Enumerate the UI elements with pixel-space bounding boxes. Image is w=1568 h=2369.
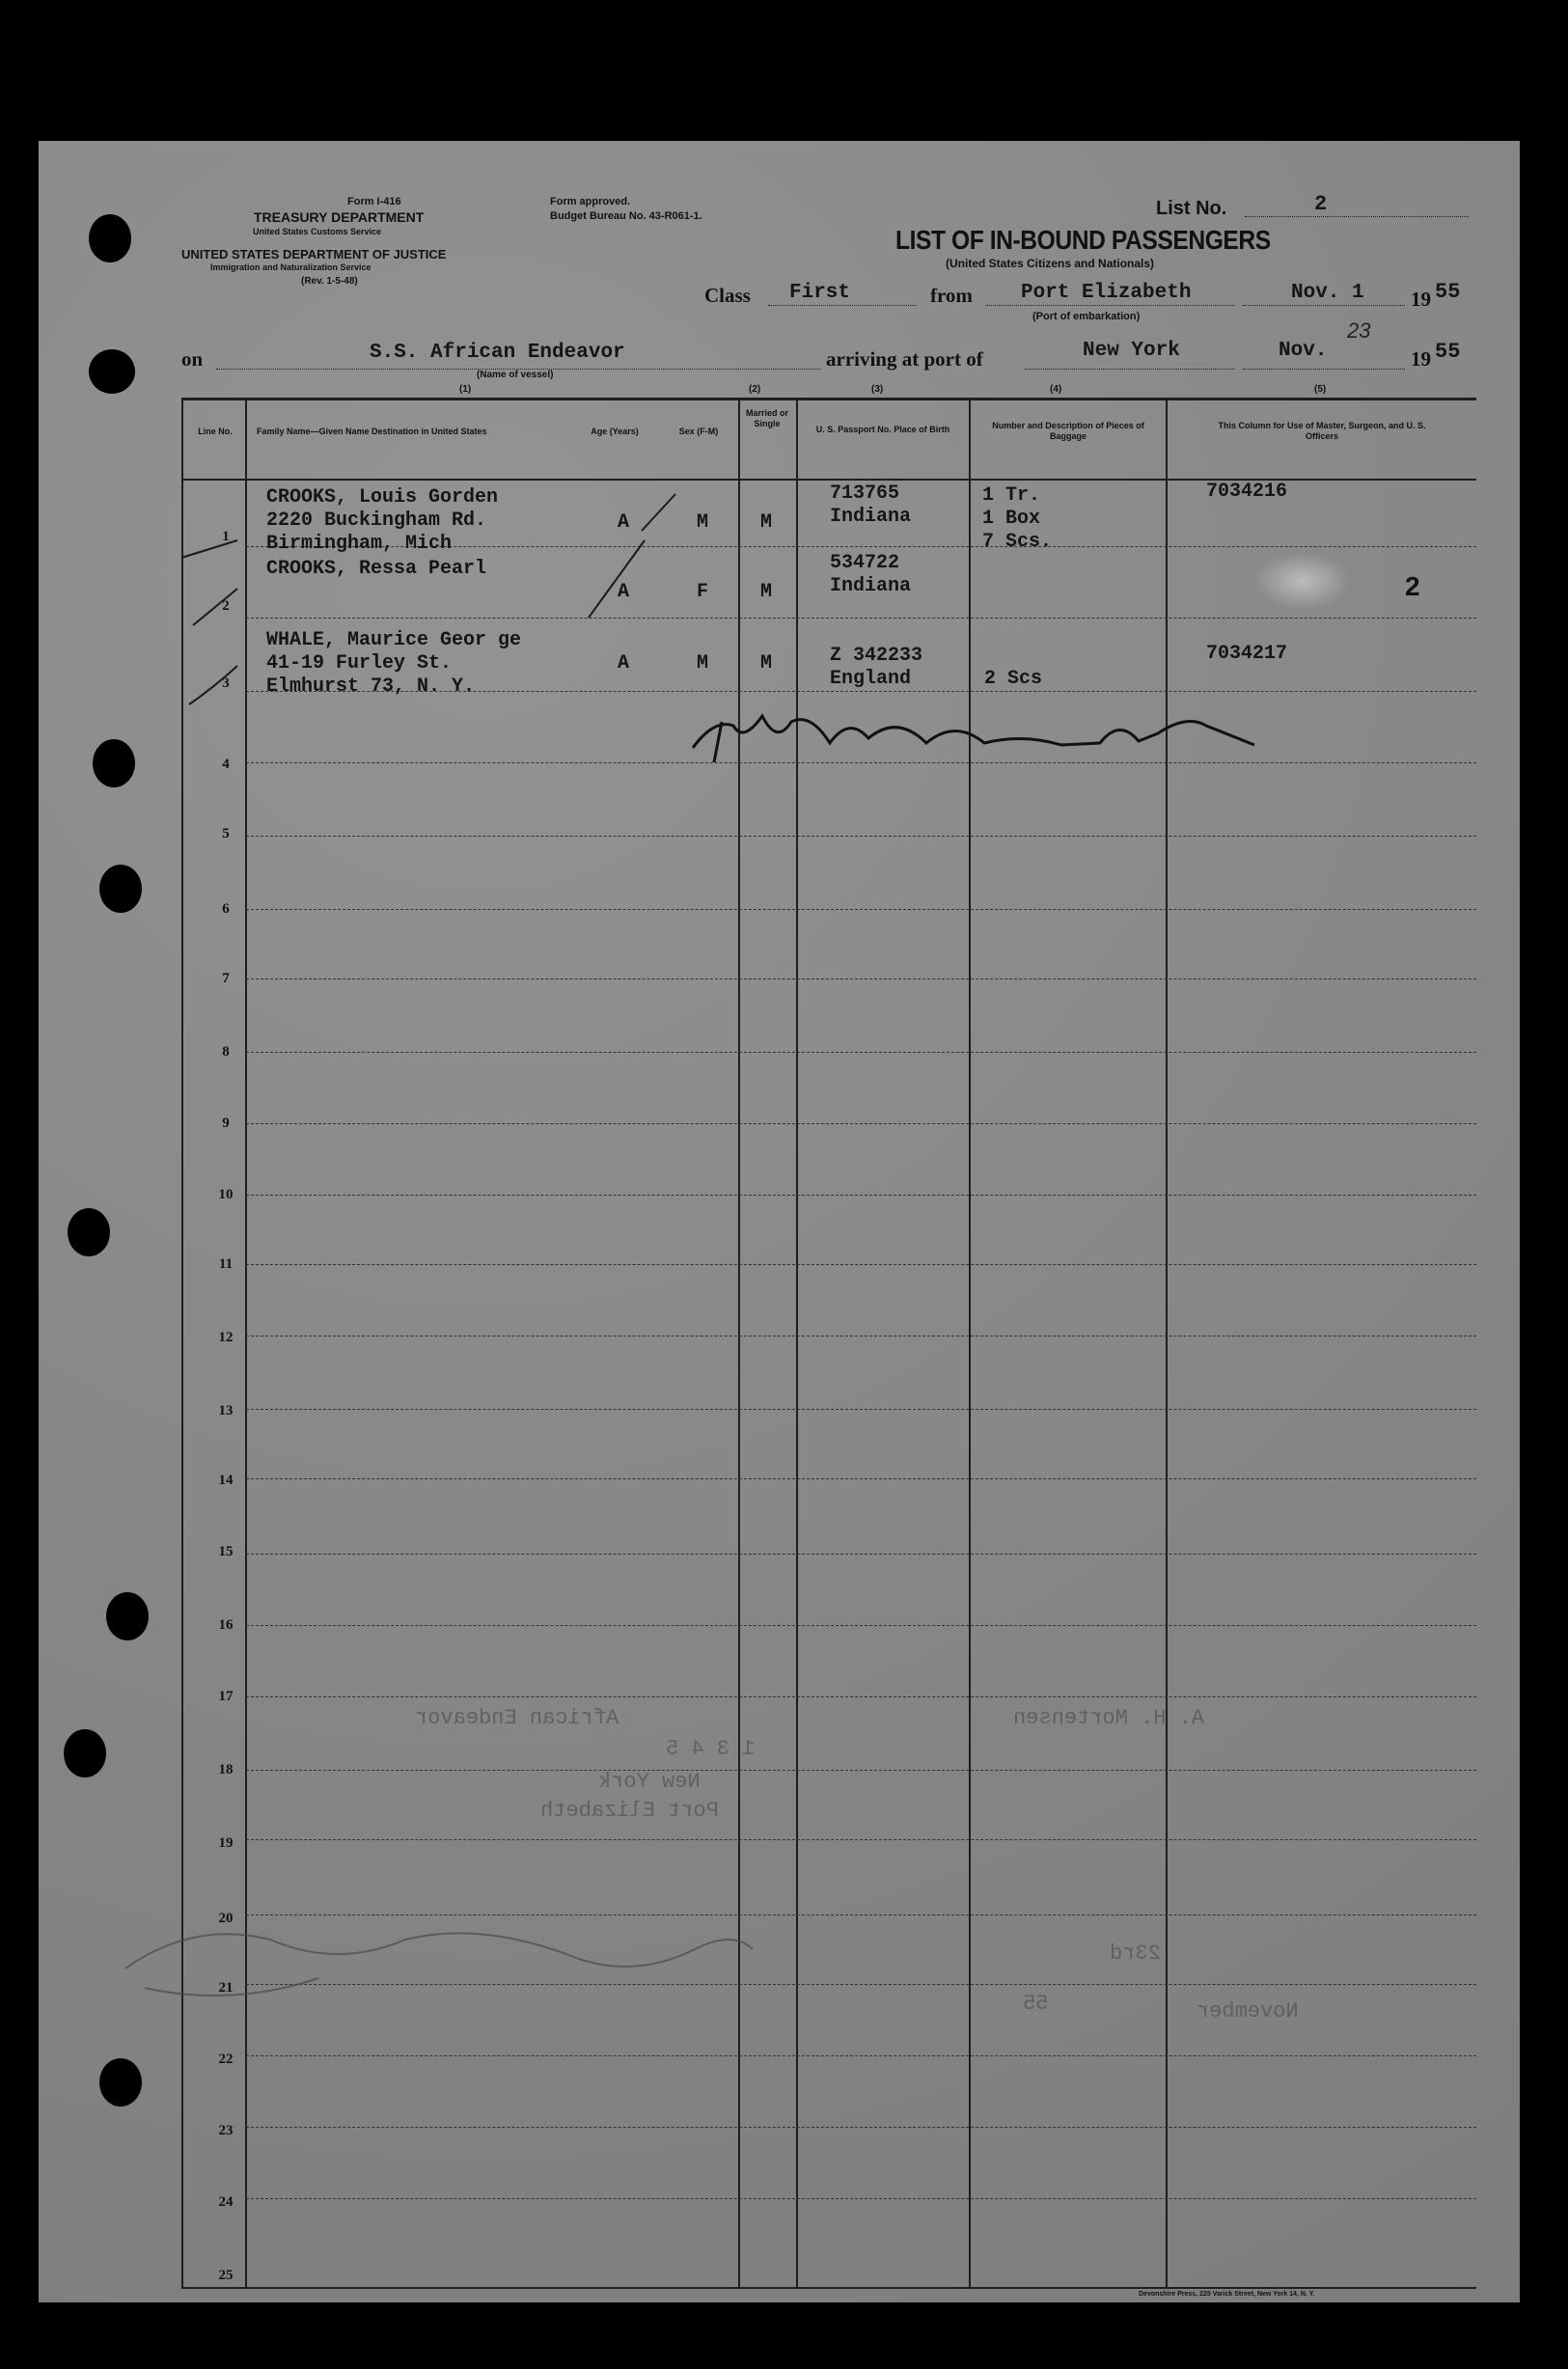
vessel-caption: (Name of vessel) — [477, 370, 554, 380]
passenger-2-age: A — [618, 581, 630, 603]
arriving-label: arriving at port of — [826, 347, 983, 371]
ghost-master: A. H. Mortensen — [1013, 1706, 1205, 1730]
col-header-sex: Sex (F-M) — [678, 427, 719, 436]
passenger-1-officer-no: 7034216 — [1206, 481, 1288, 503]
ghost-month: November — [1197, 1999, 1299, 2024]
line-number: 24 — [218, 2194, 234, 2210]
passenger-1-bag-3: 7 Scs. — [982, 531, 1053, 553]
line-number: 9 — [222, 1116, 230, 1131]
passenger-3-bag-1: 2 Scs — [984, 668, 1043, 690]
class-value: First — [789, 282, 851, 304]
line-number: 21 — [218, 1980, 234, 1996]
passenger-1-passport: 713765 — [830, 482, 900, 505]
passenger-2-sex: F — [697, 581, 709, 603]
line-number: 7 — [222, 971, 230, 986]
col-header-passport: U. S. Passport No. Place of Birth — [815, 425, 950, 434]
line-number: 2 — [222, 598, 230, 614]
from-value: Port Elizabeth — [1021, 282, 1192, 304]
line-number: 1 — [222, 529, 230, 544]
line-number: 20 — [218, 1911, 234, 1926]
passenger-1-address: 2220 Buckingham Rd. — [266, 510, 487, 532]
ghost-port-pe: Port Elizabeth — [540, 1799, 719, 1823]
form-approved: Form approved. — [550, 196, 631, 207]
customs-label: United States Customs Service — [253, 227, 382, 236]
line-number: 17 — [218, 1689, 234, 1704]
passenger-3-name: WHALE, Maurice Geor ge — [266, 629, 522, 651]
date1-year-prefix: 19 — [1411, 288, 1431, 311]
passenger-2-birthplace: Indiana — [830, 575, 912, 597]
inspector-signature — [693, 716, 1254, 762]
passenger-2-passport: 534722 — [830, 552, 900, 574]
list-no-label: List No. — [1156, 198, 1227, 219]
arrival-port: New York — [1083, 340, 1180, 362]
passenger-1-bag-2: 1 Box — [982, 508, 1041, 530]
line-number: 14 — [218, 1473, 234, 1488]
ghost-vessel: African Endeavor — [415, 1706, 619, 1730]
col-num-2: (2) — [749, 384, 761, 395]
list-no-value: 2 — [1314, 192, 1328, 216]
passenger-1-sex: M — [697, 511, 709, 534]
passenger-1-city: Birmingham, Mich — [266, 533, 453, 555]
passenger-2-married: M — [760, 581, 773, 603]
page-subtitle: (United States Citizens and Nationals) — [946, 257, 1155, 270]
class-label: Class — [704, 284, 751, 307]
rev-label: (Rev. 1-5-48) — [301, 276, 358, 287]
passenger-3-sex: M — [697, 652, 709, 675]
line-number: 23 — [218, 2123, 234, 2138]
passenger-3-married: M — [760, 652, 773, 675]
line-number: 3 — [222, 675, 230, 691]
treasury-label: TREASURY DEPARTMENT — [254, 209, 425, 225]
col-header-officers: This Column for Use of Master, Surgeon, and U. S. Officers — [1218, 421, 1426, 441]
passenger-3-address: 41-19 Furley St. — [266, 652, 453, 675]
form-number: Form I-416 — [347, 196, 401, 207]
line-number: 15 — [218, 1544, 234, 1559]
line-number: 6 — [222, 901, 230, 917]
ghost-numbers: 1 3 4 5 — [666, 1737, 756, 1761]
date1-month: Nov. 1 — [1291, 282, 1364, 304]
embark-caption: (Port of embarkation) — [1032, 311, 1141, 322]
line-number: 13 — [218, 1403, 234, 1419]
col-num-3: (3) — [871, 384, 884, 395]
line-number: 16 — [218, 1617, 234, 1633]
from-label: from — [930, 284, 973, 307]
passenger-3-officer-no: 7034217 — [1206, 643, 1288, 665]
line-number: 11 — [218, 1256, 234, 1272]
passenger-2-officer-mark: 2 — [1405, 571, 1420, 601]
line-number: 4 — [222, 757, 230, 772]
col-header-baggage: Number and Description of Pieces of Baggage — [992, 421, 1144, 441]
date2-day: 23 — [1347, 318, 1371, 343]
col-num-4: (4) — [1050, 384, 1062, 395]
col-header-name: Family Name—Given Name Destination in United States — [257, 427, 487, 436]
bleed-through-signature — [125, 1933, 753, 1996]
passenger-1-bag-1: 1 Tr. — [982, 484, 1041, 507]
age-sex-slashes — [589, 494, 675, 618]
passenger-1-name: CROOKS, Louis Gorden — [266, 486, 499, 509]
printer-imprint: Devonshire Press, 225 Varick Street, New York 14, N. Y. — [1139, 2291, 1315, 2298]
date2-month: Nov. — [1279, 340, 1328, 362]
line-number: 22 — [218, 2052, 234, 2067]
line-number: 10 — [218, 1187, 234, 1202]
line-number: 19 — [218, 1835, 234, 1851]
ghost-day: 23rd — [1110, 1942, 1161, 1966]
col-num-1: (1) — [459, 384, 472, 395]
line-number: 12 — [218, 1330, 234, 1345]
line-tick-marks — [181, 540, 237, 704]
date2-year: 55 — [1435, 340, 1461, 364]
line-number: 18 — [218, 1762, 234, 1777]
page-title: LIST OF IN-BOUND PASSENGERS — [895, 225, 1271, 255]
ghost-port-ny: New York — [598, 1770, 701, 1794]
justice-label: UNITED STATES DEPARTMENT OF JUSTICE — [181, 247, 447, 262]
passenger-1-married: M — [760, 511, 773, 534]
date1-year: 55 — [1435, 280, 1461, 304]
passenger-3-city: Elmhurst 73, N. Y. — [266, 675, 476, 698]
line-number: 5 — [222, 826, 230, 841]
passenger-3-age: A — [618, 652, 630, 675]
passenger-3-birthplace: England — [830, 668, 912, 690]
ghost-year: 55 — [1023, 1992, 1049, 2016]
line-number: 25 — [218, 2268, 234, 2283]
passenger-2-name: CROOKS, Ressa Pearl — [266, 558, 487, 580]
ins-label: Immigration and Naturalization Service — [210, 262, 371, 272]
col-header-line: Line No. — [198, 427, 233, 436]
passenger-1-age: A — [618, 511, 630, 534]
vessel-name: S.S. African Endeavor — [370, 342, 625, 364]
date2-year-prefix: 19 — [1411, 347, 1431, 371]
budget-bureau: Budget Bureau No. 43-R061-1. — [550, 210, 702, 222]
col-num-5: (5) — [1314, 384, 1327, 395]
passenger-1-birthplace: Indiana — [830, 506, 912, 528]
passenger-3-passport: Z 342233 — [830, 645, 923, 667]
col-header-age: Age (Years) — [591, 427, 639, 436]
col-header-married: Married or Single — [745, 408, 788, 428]
line-number: 8 — [222, 1044, 230, 1060]
on-label: on — [181, 347, 204, 371]
